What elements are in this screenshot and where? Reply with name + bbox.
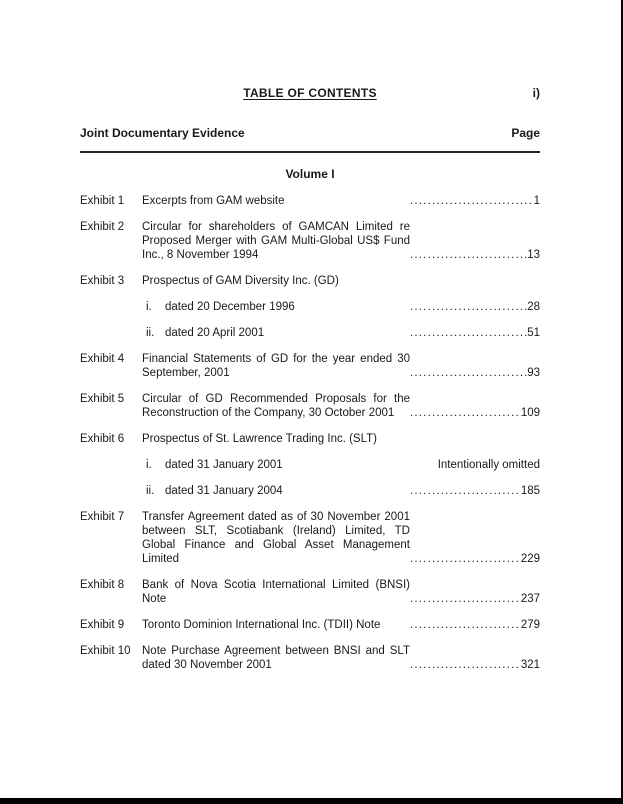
toc-entry (80, 432, 540, 446)
exhibit-description: dated 31 January 2001 (165, 459, 283, 471)
entry-tail (410, 578, 540, 606)
scan-edge-bottom (0, 798, 623, 804)
entry-tail (410, 510, 540, 566)
entry-tail (410, 194, 540, 208)
dot-leader (410, 248, 527, 262)
dot-leader (410, 326, 527, 340)
page-number: 279 (520, 619, 540, 631)
page-number: 51 (527, 327, 540, 339)
sub-item-numeral: ii. (146, 327, 155, 339)
entry-tail (410, 618, 540, 632)
entry-tail (410, 326, 540, 340)
dot-leader (410, 658, 521, 672)
page-number: 13 (527, 249, 540, 261)
entry-tail (410, 300, 540, 314)
exhibit-label (80, 326, 142, 340)
exhibit-label: Exhibit 2 (80, 221, 125, 233)
entry-tail (410, 392, 540, 420)
toc-list (80, 194, 540, 672)
exhibit-label: Exhibit 5 (80, 393, 125, 405)
page-number: 28 (527, 301, 540, 313)
exhibit-description: dated 20 December 1996 (165, 301, 295, 313)
entry-tail (410, 220, 540, 262)
exhibit-label (80, 458, 142, 472)
exhibit-description: Note Purchase Agreement between BNSI and SLT dated 30 November 2001 (142, 645, 410, 671)
toc-entry (80, 392, 540, 420)
sub-item-numeral: ii. (146, 485, 155, 497)
exhibit-description: dated 31 January 2004 (165, 485, 283, 497)
entry-tail (410, 458, 540, 472)
entry-tail (410, 484, 540, 498)
page-number: 321 (520, 659, 540, 671)
divider-rule (80, 151, 540, 153)
entry-tail (410, 644, 540, 672)
page-title: TABLE OF CONTENTS (243, 86, 377, 100)
exhibit-label: Exhibit 4 (80, 353, 125, 365)
exhibit-description: Excerpts from GAM website (142, 195, 285, 207)
exhibit-description: Financial Statements of GD for the year ended 30 September, 2001 (142, 353, 410, 379)
exhibit-description: Prospectus of St. Lawrence Trading Inc. (SLT) (142, 433, 378, 445)
page-number: 93 (527, 367, 540, 379)
volume-label: Volume I (285, 167, 335, 181)
exhibit-description: dated 20 April 2001 (165, 327, 265, 339)
exhibit-label: Exhibit 6 (80, 433, 125, 445)
page-number: 237 (520, 593, 540, 605)
exhibit-label: Exhibit 10 (80, 645, 131, 657)
toc-entry (80, 352, 540, 380)
exhibit-description: Circular of GD Recommended Proposals for the Reconstruction of the Company, 30 October 2001 (142, 393, 410, 419)
entry-tail (410, 432, 540, 446)
dot-leader (410, 552, 521, 566)
sub-item-numeral: i. (146, 459, 152, 471)
page-number: 185 (520, 485, 540, 497)
exhibit-label (80, 300, 142, 314)
page-number: 1 (533, 195, 540, 207)
toc-entry (80, 220, 540, 262)
dot-leader (410, 592, 521, 606)
exhibit-description: Circular for shareholders of GAMCAN Limited re Proposed Merger with GAM Multi-Global US$ Fund Inc., 8 November 1994 (142, 221, 410, 261)
dot-leader (410, 484, 521, 498)
toc-entry (80, 326, 540, 340)
page-number: Intentionally omitted (437, 459, 540, 471)
exhibit-label: Exhibit 9 (80, 619, 125, 631)
toc-entry (80, 194, 540, 208)
dot-leader (410, 300, 527, 314)
toc-entry (80, 458, 540, 472)
toc-entry (80, 618, 540, 632)
exhibit-label (80, 484, 142, 498)
section-label: Joint Documentary Evidence (80, 126, 245, 140)
dot-leader (410, 194, 534, 208)
page-number: 229 (520, 553, 540, 565)
toc-entry (80, 510, 540, 566)
exhibit-description: Transfer Agreement dated as of 30 November 2001 between SLT, Scotiabank (Ireland) Limited, TD Global Finance and Global Asset Management Limited (142, 511, 410, 565)
dot-leader (410, 406, 521, 420)
dot-leader (410, 366, 527, 380)
toc-entry (80, 274, 540, 288)
exhibit-label: Exhibit 1 (80, 195, 125, 207)
page-number: 109 (520, 407, 540, 419)
page-column-label: Page (511, 126, 540, 140)
section-header-row (80, 126, 540, 140)
exhibit-description: Toronto Dominion International Inc. (TDII) Note (142, 619, 381, 631)
page-marker: i) (532, 86, 540, 100)
sub-item-numeral: i. (146, 301, 152, 313)
entry-tail (410, 352, 540, 380)
toc-entry (80, 300, 540, 314)
toc-entry (80, 484, 540, 498)
entry-tail (410, 274, 540, 288)
exhibit-label: Exhibit 7 (80, 511, 125, 523)
toc-entry (80, 578, 540, 606)
exhibit-description: Prospectus of GAM Diversity Inc. (GD) (142, 275, 339, 287)
exhibit-description: Bank of Nova Scotia International Limited (BNSI) Note (142, 579, 410, 605)
toc-title-row (80, 86, 540, 100)
dot-leader (410, 618, 521, 632)
toc-entry (80, 644, 540, 672)
exhibit-label: Exhibit 8 (80, 579, 125, 591)
exhibit-label: Exhibit 3 (80, 275, 125, 287)
